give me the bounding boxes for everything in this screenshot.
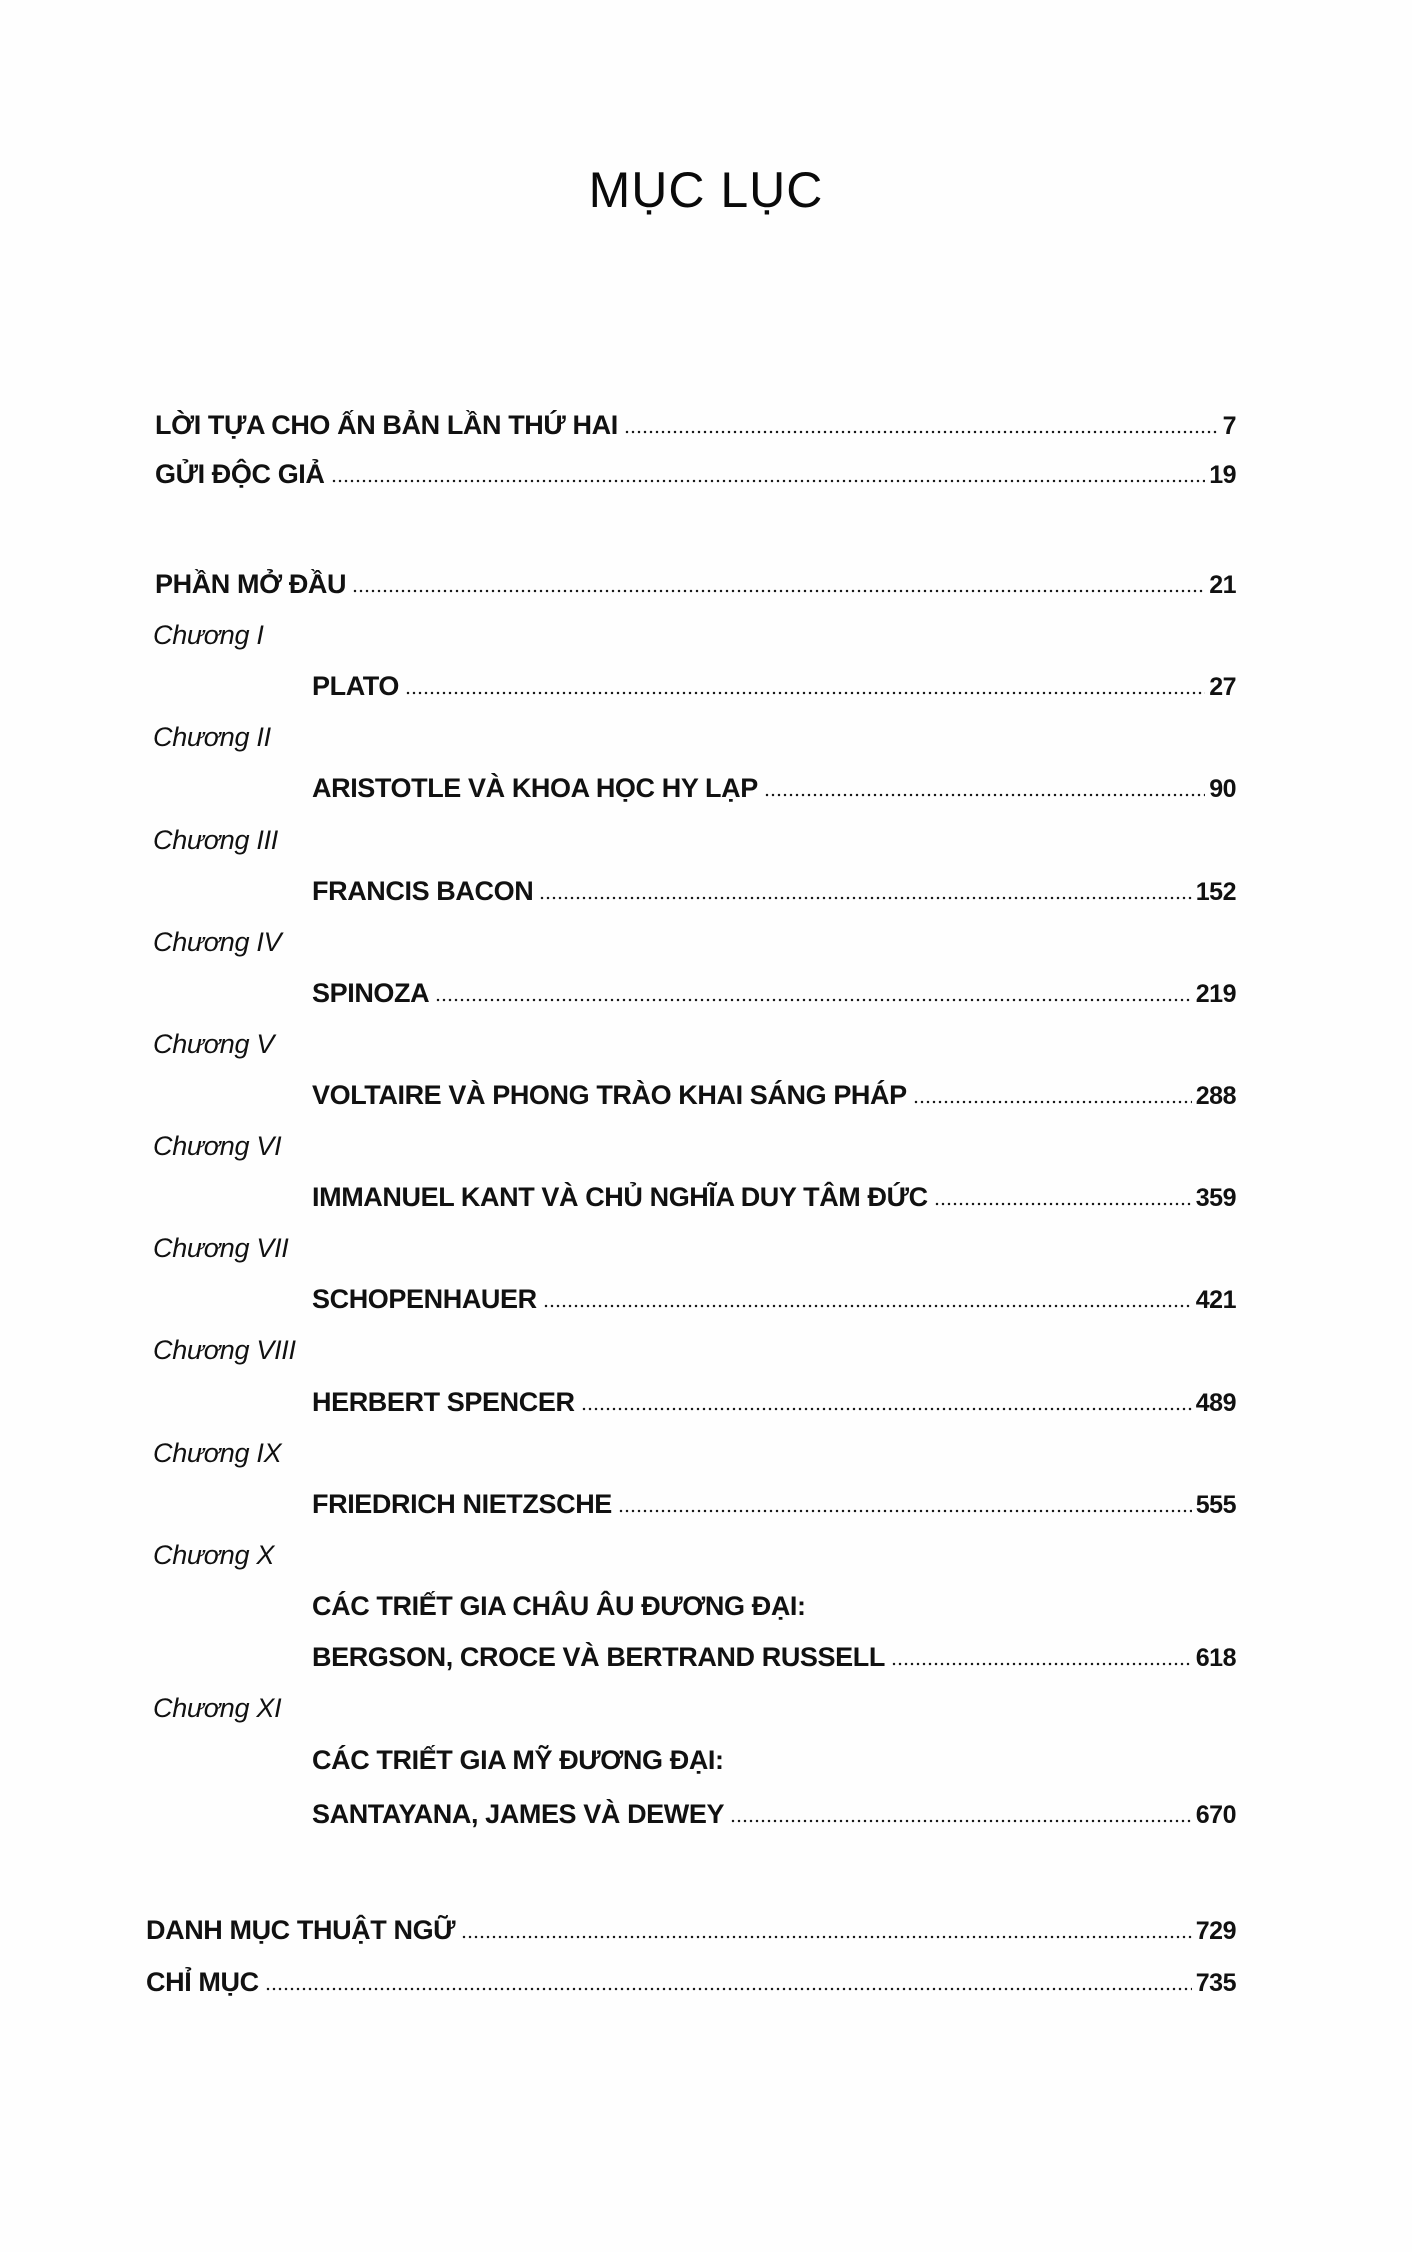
toc-entry-glossary[interactable] [146, 1913, 1236, 1947]
chapter-label: Chương IX [153, 1438, 282, 1468]
toc-entry-chapter-1[interactable] [312, 669, 1236, 703]
dot-leader [543, 1301, 1192, 1309]
toc-page-number: 618 [1195, 1644, 1236, 1672]
toc-entry-label: VOLTAIRE VÀ PHONG TRÀO KHAI SÁNG PHÁP [312, 1080, 907, 1110]
toc-entry-label: GỬI ĐỘC GIẢ [155, 459, 325, 489]
dot-leader [265, 1984, 1192, 1992]
toc-entry-chapter-10-line1[interactable] [312, 1589, 1236, 1623]
chapter-label: Chương IV [153, 927, 282, 957]
dot-leader [730, 1816, 1192, 1824]
toc-page-number: 359 [1195, 1184, 1236, 1212]
dot-leader [539, 893, 1191, 901]
chapter-label: Chương VII [153, 1233, 289, 1263]
toc-page-number: 152 [1195, 878, 1236, 906]
dot-leader [435, 995, 1192, 1003]
toc-entry-label: ARISTOTLE VÀ KHOA HỌC HY LẠP [312, 773, 758, 803]
toc-entry-to-reader[interactable] [155, 457, 1236, 491]
toc-entry-chapter-11-line1[interactable] [312, 1743, 1236, 1777]
toc-entry-label: IMMANUEL KANT VÀ CHỦ NGHĨA DUY TÂM ĐỨC [312, 1182, 928, 1212]
toc-page-number: 555 [1195, 1491, 1236, 1519]
chapter-label: Chương I [153, 620, 264, 650]
dot-leader [624, 427, 1219, 435]
toc-page-number: 21 [1209, 571, 1236, 599]
toc-entry-index[interactable] [146, 1965, 1236, 1999]
toc-entry-label: CÁC TRIẾT GIA MỸ ĐƯƠNG ĐẠI: [312, 1745, 724, 1775]
toc-entry-chapter-3[interactable] [312, 874, 1236, 908]
toc-page-number: 729 [1195, 1917, 1236, 1945]
chapter-label: Chương X [153, 1540, 275, 1570]
toc-entry-chapter-5[interactable] [312, 1078, 1236, 1112]
chapter-label: Chương VIII [153, 1335, 296, 1365]
chapter-label: Chương III [153, 825, 278, 855]
toc-page-number: 670 [1195, 1801, 1236, 1829]
chapter-label: Chương V [153, 1029, 275, 1059]
page-title: MỤC LỤC [588, 162, 824, 218]
toc-entry-chapter-2[interactable] [312, 771, 1236, 805]
toc-entry-chapter-11[interactable] [312, 1797, 1236, 1831]
chapter-label: Chương XI [153, 1693, 282, 1723]
dot-leader [405, 688, 1205, 696]
dot-leader [934, 1199, 1192, 1207]
toc-entry-label: PLATO [312, 671, 400, 701]
toc-entry-chapter-9[interactable] [312, 1487, 1236, 1521]
toc-entry-label: SCHOPENHAUER [312, 1284, 537, 1314]
toc-entry-chapter-10[interactable] [312, 1640, 1236, 1674]
toc-entry-label: SPINOZA [312, 978, 430, 1008]
toc-page-number: 27 [1209, 673, 1236, 701]
toc-page-number: 288 [1195, 1082, 1236, 1110]
toc-entry-label: DANH MỤC THUẬT NGỮ [146, 1915, 456, 1945]
dot-leader [891, 1659, 1192, 1667]
toc-page-number: 19 [1209, 461, 1236, 489]
toc-entry-label: HERBERT SPENCER [312, 1387, 575, 1417]
toc-entry-chapter-6[interactable] [312, 1180, 1236, 1214]
toc-entry-label: CÁC TRIẾT GIA CHÂU ÂU ĐƯƠNG ĐẠI: [312, 1591, 806, 1621]
toc-entry-label: PHẦN MỞ ĐẦU [155, 569, 347, 599]
toc-entry-chapter-8[interactable] [312, 1385, 1236, 1419]
dot-leader [461, 1932, 1192, 1940]
toc-page-number: 489 [1195, 1389, 1236, 1417]
toc-entry-label: SANTAYANA, JAMES VÀ DEWEY [312, 1799, 725, 1829]
toc-entry-intro[interactable] [155, 567, 1236, 601]
toc-entry-label: BERGSON, CROCE VÀ BERTRAND RUSSELL [312, 1642, 885, 1672]
toc-entry-label: FRANCIS BACON [312, 876, 534, 906]
dot-leader [913, 1097, 1192, 1105]
dot-leader [764, 790, 1205, 798]
toc-entry-label: CHỈ MỤC [146, 1967, 259, 1997]
dot-leader [352, 586, 1205, 594]
toc-page-number: 7 [1222, 412, 1236, 440]
chapter-label: Chương VI [153, 1131, 282, 1161]
toc-page-number: 735 [1195, 1969, 1236, 1997]
dot-leader [331, 476, 1206, 484]
chapter-label: Chương II [153, 722, 271, 752]
toc-entry-label: LỜI TỰA CHO ẤN BẢN LẦN THỨ HAI [155, 410, 618, 440]
toc-entry-label: FRIEDRICH NIETZSCHE [312, 1489, 612, 1519]
toc-page-number: 421 [1195, 1286, 1236, 1314]
toc-page-number: 90 [1209, 775, 1236, 803]
toc-entry-chapter-4[interactable] [312, 976, 1236, 1010]
toc-page-number: 219 [1195, 980, 1236, 1008]
dot-leader [618, 1506, 1192, 1514]
toc-entry-chapter-7[interactable] [312, 1282, 1236, 1316]
dot-leader [581, 1404, 1192, 1412]
toc-entry-preface[interactable] [155, 408, 1236, 442]
